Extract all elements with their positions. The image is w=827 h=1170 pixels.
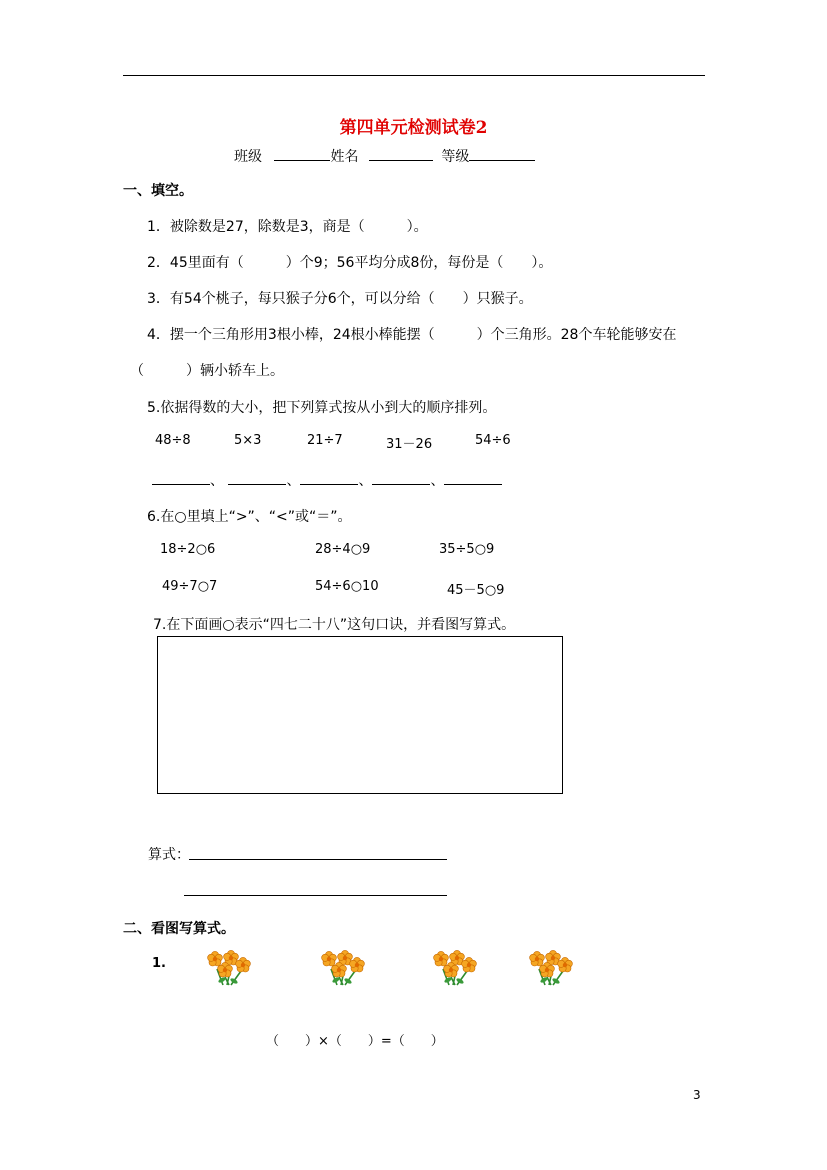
q5-expr: 21÷7 [307, 433, 343, 448]
question-5: 5.依据得数的大小，把下列算式按从小到大的顺序排列。 [147, 400, 497, 416]
answer-blank[interactable] [444, 470, 502, 485]
class-label: 班级 [234, 149, 262, 165]
drawing-box[interactable] [157, 636, 563, 794]
question-1: 1．被除数是27，除数是3，商是（ ）。 [147, 219, 428, 235]
section2-equation: （ ）×（ ）=（ ） [266, 1034, 444, 1049]
answer-blank[interactable] [228, 470, 286, 485]
separator: 、 [286, 473, 301, 489]
class-field[interactable] [274, 146, 330, 161]
q5-expr: 31－26 [386, 437, 433, 452]
separator: 、 [358, 473, 373, 489]
q6-item: 28÷4○9 [315, 542, 371, 557]
top-rule [123, 75, 705, 76]
name-field[interactable] [369, 146, 433, 161]
formula-line-1[interactable] [189, 859, 447, 860]
q5-expr: 48÷8 [155, 433, 191, 448]
answer-blank[interactable] [372, 470, 430, 485]
q6-item: 49÷7○7 [162, 579, 218, 594]
orange-flower-cluster-icon [203, 949, 255, 989]
q6-item: 18÷2○6 [160, 542, 216, 557]
section2-q1-number: 1. [152, 956, 166, 971]
orange-flower-cluster-icon [429, 949, 481, 989]
question-3: 3．有54个桃子，每只猴子分6个，可以分给（ ）只猴子。 [147, 291, 533, 307]
page-title: 第四单元检测试卷2 [339, 118, 488, 138]
section2-heading: 二、看图写算式。 [123, 921, 235, 937]
question-4-line2: （ ）辆小轿车上。 [130, 363, 284, 379]
question-7: 7.在下面画○表示“四七二十八”这句口诀，并看图写算式。 [153, 617, 516, 633]
q5-expr: 5×3 [234, 433, 262, 448]
question-4-line1: 4．摆一个三角形用3根小棒，24根小棒能摆（ ）个三角形。28个车轮能够安在 [147, 327, 677, 343]
formula-label: 算式： [148, 847, 190, 863]
separator: 、 [430, 473, 445, 489]
formula-line-2[interactable] [184, 895, 447, 896]
grade-label: 等级 [441, 149, 470, 165]
section1-heading: 一、填空。 [123, 183, 193, 199]
page-number: 3 [693, 1088, 701, 1102]
q5-answer-row [152, 470, 502, 490]
answer-blank[interactable] [152, 470, 210, 485]
grade-field[interactable] [469, 146, 535, 161]
orange-flower-cluster-icon [525, 949, 577, 989]
orange-flower-cluster-icon [317, 949, 369, 989]
q6-item: 45－5○9 [447, 583, 505, 598]
question-2: 2．45里面有（ ）个9；56平均分成8份，每份是（ ）。 [147, 255, 553, 271]
q5-expr: 54÷6 [475, 433, 511, 448]
q6-item: 35÷5○9 [439, 542, 495, 557]
student-info-row [234, 146, 535, 166]
answer-blank[interactable] [300, 470, 358, 485]
separator: 、 [210, 473, 224, 489]
q6-item: 54÷6○10 [315, 579, 379, 594]
name-label: 姓名 [330, 149, 359, 165]
question-6: 6.在○里填上“>”、“<”或“＝”。 [147, 509, 352, 525]
